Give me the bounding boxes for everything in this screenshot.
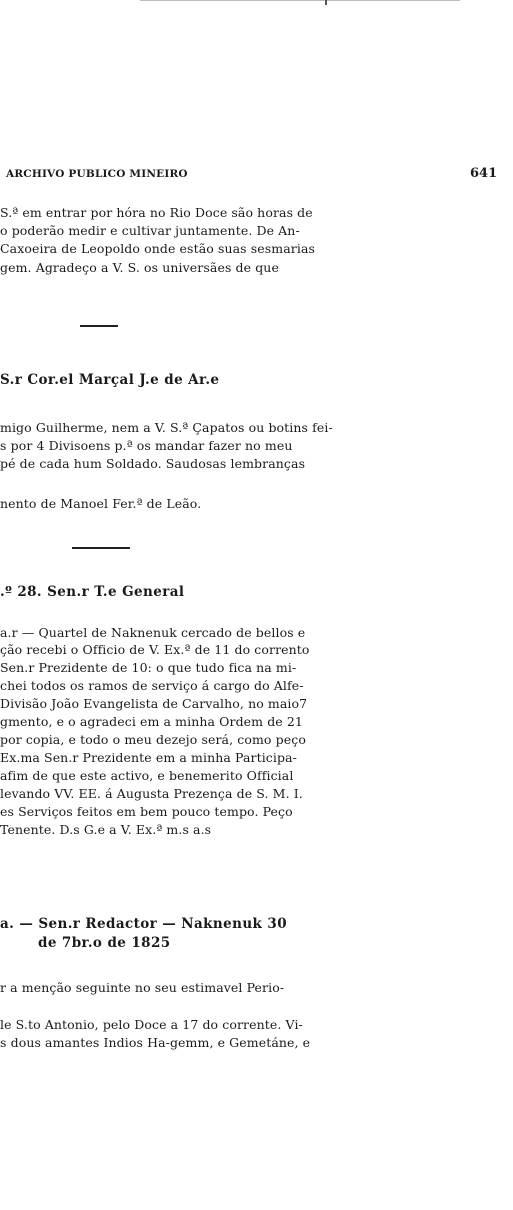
letter-heading: a. — Sen.r Redactor — Naknenuk 30 [0, 916, 287, 932]
text-line: Ex.ma Sen.r Prezidente em a minha Participa- [0, 750, 297, 765]
text-line: pé de cada hum Soldado. Saudosas lembranças [0, 456, 306, 471]
text-line: Caxoeira de Leopoldo onde estão suas sesmarias [0, 241, 316, 256]
text-line: levando VV. EE. á Augusta Prezença de S. M. I. [0, 786, 303, 801]
letter-heading: S.r Cor.el Marçal J.e de Ar.e [0, 372, 220, 388]
letter-heading-date: de 7br.o de 1825 [38, 935, 171, 951]
letter-heading: .º 28. Sen.r T.e General [0, 584, 185, 600]
text-line: a.r — Quartel de Naknenuk cercado de bellos e [0, 625, 306, 640]
text-line: nento de Manoel Fer.ª de Leão. [0, 496, 202, 511]
text-line: r a menção seguinte no seu estimavel Perio- [0, 980, 285, 995]
text-line: le S.to Antonio, pelo Doce a 17 do corrente. Vi- [0, 1017, 303, 1032]
text-line: o poderão medir e cultivar juntamente. De An- [0, 223, 300, 238]
top-edge-rule [140, 0, 460, 1]
text-line: Divisão João Evangelista de Carvalho, no maio7 [0, 696, 308, 711]
text-line: Tenente. D.s G.e a V. Ex.ª m.s a.s [0, 822, 212, 837]
text-line: afim de que este activo, e benemerito Official [0, 768, 294, 783]
text-line: s dous amantes Indios Ha-gemm, e Gemetáne, e [0, 1035, 311, 1050]
page-number: 641 [470, 166, 498, 181]
text-line: Sen.r Prezidente de 10: o que tudo fica na mi- [0, 660, 297, 675]
text-line: por copia, e todo o meu dezejo será, como peço [0, 732, 306, 747]
top-edge-tick [325, 0, 327, 5]
running-header-title: ARCHIVO PUBLICO MINEIRO [6, 168, 188, 180]
text-line: chei todos os ramos de serviço á cargo do Alfe- [0, 678, 304, 693]
text-line: migo Guilherme, nem a V. S.ª Çapatos ou botins fei- [0, 420, 333, 435]
text-line: es Serviços feitos em bem pouco tempo. Peço [0, 804, 293, 819]
text-line: gmento, e o agradeci em a minha Ordem de 21 [0, 714, 303, 729]
text-line: gem. Agradeço a V. S. os universães de que [0, 260, 279, 275]
text-line: s por 4 Divisoens p.ª os mandar fazer no meu [0, 438, 293, 453]
section-divider [72, 547, 130, 549]
section-divider [80, 325, 118, 327]
text-line: ção recebi o Officio de V. Ex.ª de 11 do corrento [0, 642, 310, 657]
text-line: S.ª em entrar por hóra no Rio Doce são horas de [0, 205, 313, 220]
